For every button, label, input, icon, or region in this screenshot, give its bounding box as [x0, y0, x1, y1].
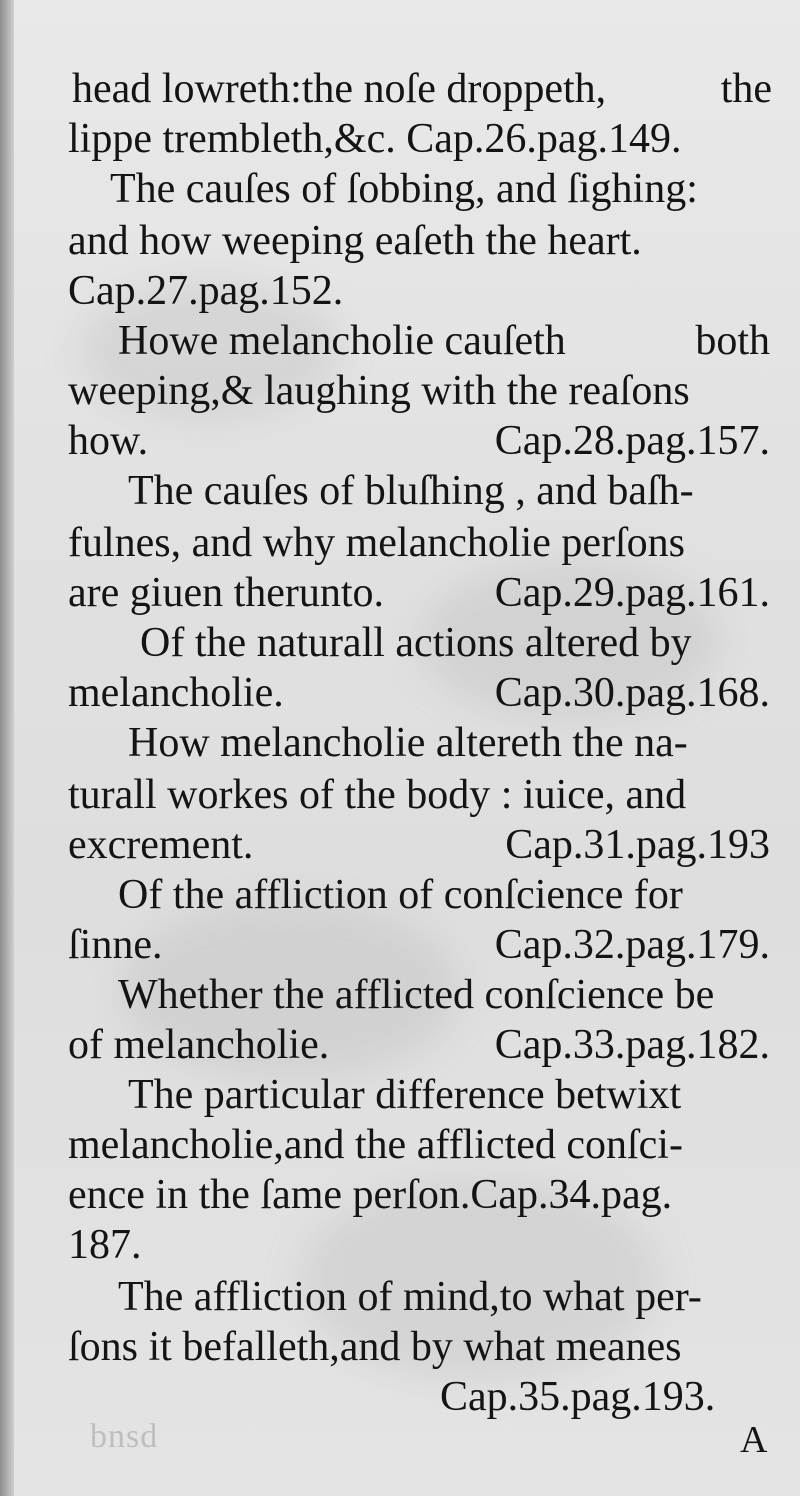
toc-line — [128, 1074, 681, 1116]
toc-line — [68, 420, 770, 462]
toc-line-left: of melancholie. — [68, 1022, 330, 1068]
toc-line-right: the — [720, 66, 772, 112]
toc-line — [118, 320, 770, 362]
toc-line — [68, 270, 343, 312]
toc-line-left: The cauſes of ſobbing, and ſighing: — [110, 166, 698, 212]
toc-line-left: Of the naturall actions altered by — [140, 620, 692, 666]
toc-line-left: ſons it befalleth,and by what meanes — [68, 1324, 682, 1370]
toc-line — [440, 1376, 715, 1418]
toc-line — [68, 572, 770, 614]
toc-line-left: 187. — [68, 1222, 142, 1268]
toc-line — [68, 370, 690, 412]
toc-line — [110, 168, 698, 210]
toc-line-right: Cap.29.pag.161. — [494, 570, 770, 616]
toc-line-left: how. — [68, 418, 149, 464]
toc-line-left: How melancholie altereth the na- — [128, 720, 688, 766]
toc-line — [68, 220, 642, 262]
toc-line-left: melancholie,and the afflicted conſci- — [68, 1122, 683, 1168]
toc-line — [68, 1174, 672, 1216]
toc-line — [118, 874, 683, 916]
toc-line-left: ſinne. — [68, 922, 163, 968]
toc-line-right: both — [695, 318, 770, 364]
toc-line-left: head lowreth:the noſe droppeth, — [72, 66, 607, 112]
toc-line-left: Whether the afflicted conſcience be — [118, 972, 715, 1018]
toc-line — [68, 522, 685, 564]
bleed-through-text: bnsd — [90, 1418, 159, 1455]
toc-line — [68, 924, 770, 966]
toc-line — [68, 118, 682, 160]
toc-line — [68, 1124, 683, 1166]
toc-line-left: Howe melancholie cauſeth — [118, 318, 566, 364]
toc-line-left: lippe trembleth,&c. Cap.26.pag.149. — [68, 116, 682, 162]
toc-line-right: Cap.31.pag.193 — [505, 822, 770, 868]
toc-line — [140, 622, 692, 664]
toc-line-left: weeping,& laughing with the reaſons — [68, 368, 690, 414]
toc-line-right: Cap.35.pag.193. — [440, 1374, 716, 1420]
toc-line-left: ence in the ſame perſon.Cap.34.pag. — [68, 1172, 673, 1218]
toc-line-left: The particular difference betwixt — [128, 1072, 682, 1118]
toc-line — [128, 470, 694, 512]
toc-line — [128, 722, 688, 764]
toc-line — [68, 672, 770, 714]
signature-mark: A — [740, 1419, 768, 1461]
toc-line — [68, 1326, 682, 1368]
toc-line-left: fulnes, and why melancholie perſons — [68, 520, 685, 566]
toc-line-left: Cap.27.pag.152. — [68, 268, 344, 314]
toc-line — [118, 1276, 702, 1318]
toc-line-left: Of the affliction of conſcience for — [118, 872, 683, 918]
toc-line-left: melancholie. — [68, 670, 284, 716]
toc-line-right: Cap.28.pag.157. — [494, 418, 770, 464]
toc-line — [68, 1024, 770, 1066]
toc-line-left: turall workes of the body : iuice, and — [68, 772, 687, 818]
toc-line — [72, 68, 772, 110]
toc-line-left: excrement. — [68, 822, 254, 868]
toc-line — [68, 774, 686, 816]
toc-line-left: The cauſes of bluſhing , and baſh- — [128, 468, 694, 514]
toc-line-left: are giuen therunto. — [68, 570, 385, 616]
toc-line — [118, 974, 714, 1016]
toc-line-right: Cap.32.pag.179. — [494, 922, 770, 968]
toc-line — [68, 1224, 142, 1266]
toc-line-right: Cap.30.pag.168. — [494, 670, 770, 716]
toc-line-right: Cap.33.pag.182. — [494, 1022, 770, 1068]
toc-line — [68, 824, 770, 866]
toc-line-left: The affliction of mind,to what per- — [118, 1274, 702, 1320]
toc-line-left: and how weeping eaſeth the heart. — [68, 218, 642, 264]
